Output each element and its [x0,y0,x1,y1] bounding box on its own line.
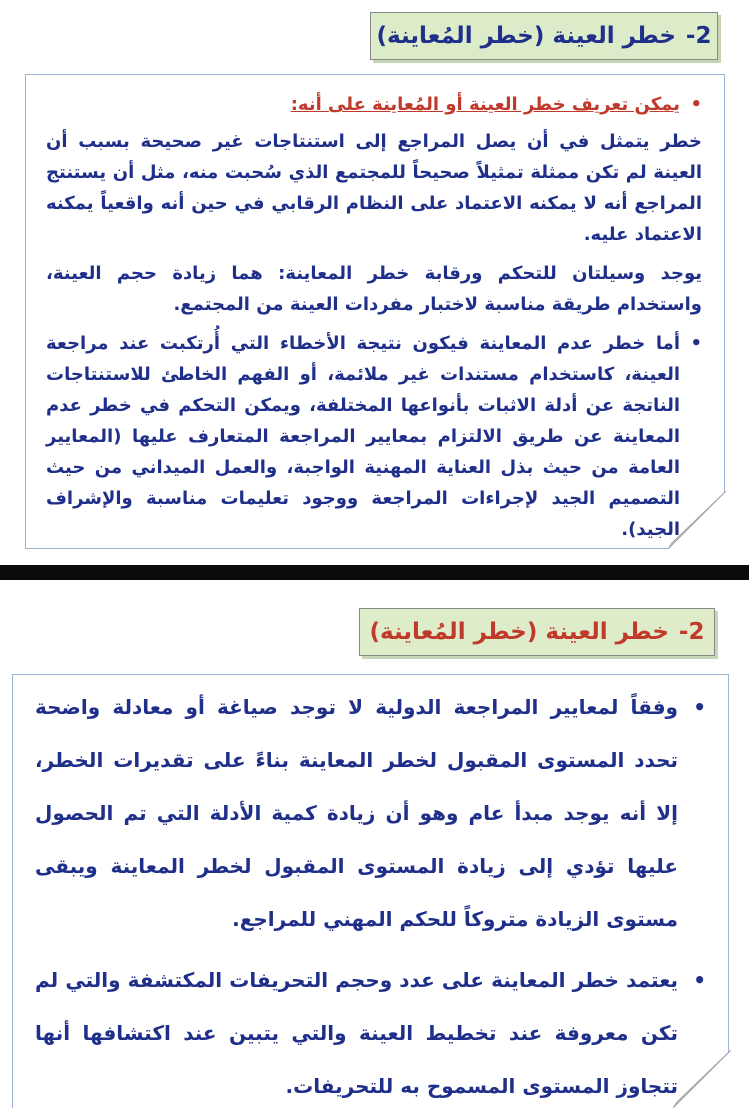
bullet-icon: • [690,333,702,354]
non-sampling-text: أما خطر عدم المعاينة فيكون نتيجة الأخطاء التي أُرتكبت عند مراجعة العينة، كاستخدام مستندات غير ملائمة، أو الفهم الخاطئ للاستنتاجات الناتجة عن أدلة الاثبات بأنواعها المختلفة، ويمكن التحكم في خطر عدم المعاينة عن طريق الالتزام بمعايير المراجعة المتعارف عليها (المعايير العامة من حيث بذل العناية المهنية الواجبة، والعمل الميداني من حيث التصميم الجيد لإجراءات المراجعة ووجود تعليمات مناسبة والإشراف الجيد). [46,333,680,540]
bullet-text: يعتمد خطر المعاينة على عدد وحجم التحريفات المكتشفة والتي لم تكن معروفة عند تخطيط العينة والتي يتبين عند اكتشافها أنها تتجاوز المستوى المسموح به للتحريفات. [35,968,678,1098]
bullet-icon: • [693,695,706,719]
definition-heading: يمكن تعريف خطر العينة أو المُعاينة على أنه: [290,94,680,115]
slide-1-title-number: 2- [685,23,712,49]
definition-bullet [46,89,702,120]
page-curl-icon [668,491,726,549]
slide-1-title [370,12,718,60]
bullet-text: وفقاً لمعايير المراجعة الدولية لا توجد صياغة أو معادلة واضحة تحدد المستوى المقبول لخطر المعاينة بناءً على تقديرات الخطر، إلا أنه يوجد مبدأ عام وهو أن زيادة كمية الأدلة التي تم الحصول عليها تؤدي إلى زيادة المستوى المقبول لخطر المعاينة ويبقى مستوى الزيادة متروكاً للحكم المهني للمراجع. [35,695,678,931]
definition-text: خطر يتمثل في أن يصل المراجع إلى استنتاجات غير صحيحة بسبب أن العينة لم تكن ممثلة تمثيلاً صحيحاً للمجتمع الذي سُحبت منه، مثل أن يستنتج المراجع أنه لا يمكنه الاعتماد على النظام الرقابي في حين أنه واقعياً يمكنه الاعتماد عليه. [46,131,702,245]
slide-2-title-text: خطر العينة (خطر المُعاينة) [369,619,669,645]
page-curl-icon [673,1050,731,1108]
slide-2-title-number: 2- [678,619,705,645]
slide-2-content [12,674,729,1108]
list-item [35,954,706,1108]
bullet-icon: • [690,94,702,115]
slide-2-title [359,608,715,656]
slide-1-content [25,74,725,549]
slide-2 [0,580,749,1108]
slide-divider [0,565,749,580]
control-text: يوجد وسيلتان للتحكم ورقابة خطر المعاينة: هما زيادة حجم العينة، واستخدام طريقة مناسبة لاختبار مفردات العينة من المجتمع. [46,263,702,315]
bullet-icon: • [693,968,706,992]
list-item [35,681,706,946]
non-sampling-bullet [46,328,702,545]
slide-1-title-text: خطر العينة (خطر المُعاينة) [376,23,676,49]
